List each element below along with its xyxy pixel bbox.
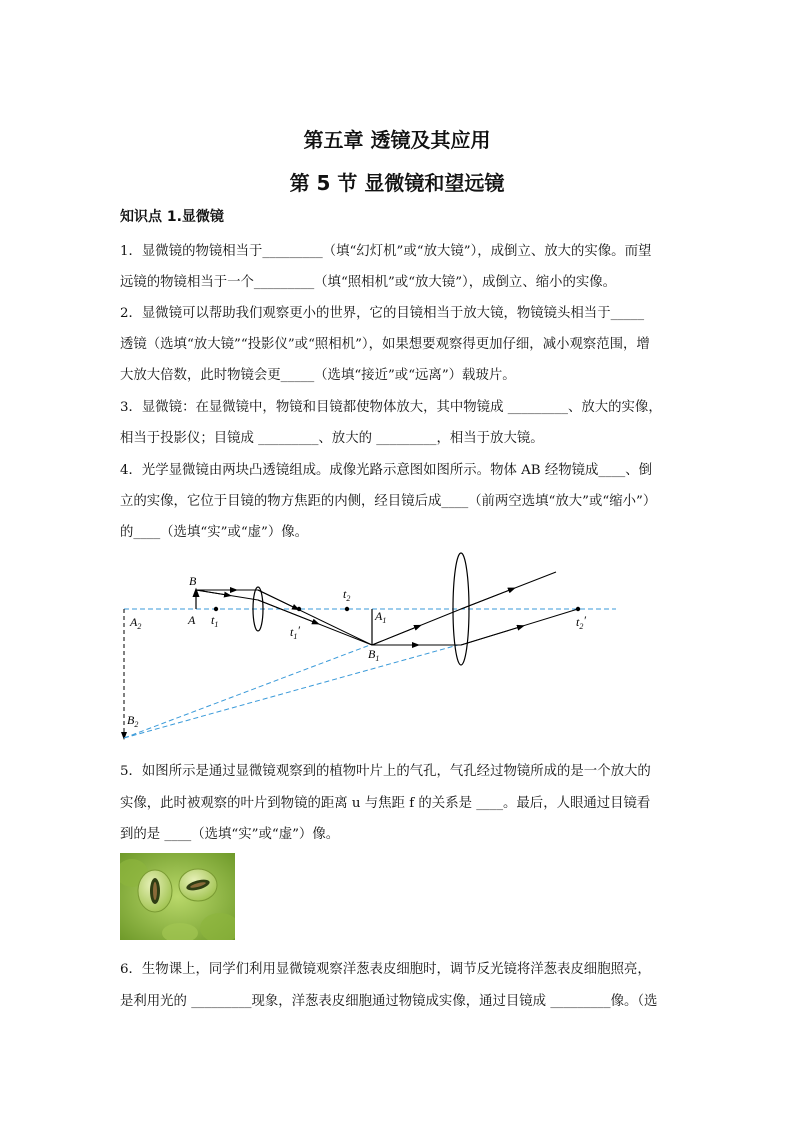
focus-t1	[214, 607, 218, 611]
knowledge-point-heading: 知识点 1.显微镜	[120, 209, 224, 225]
question-1-line-2: 远镜的物镜相当于一个_________（填“照相机”或“放大镜”），成倒立、缩小的实像。	[120, 275, 617, 290]
virtual-ray-2	[124, 645, 458, 738]
label-t2: $t_2$	[343, 587, 351, 603]
question-2-line-2: 透镜（选填“放大镜”“投影仪”或“照相机”），如果想要观察得更加仔细，减小观察范围，增	[120, 337, 650, 352]
label-b2: $B_2$	[127, 713, 139, 729]
focus-t2	[345, 607, 349, 611]
question-4-line-3: 的____（选填“实”或“虚”）像。	[120, 525, 309, 540]
label-t1: $t_1$	[211, 613, 219, 629]
question-2-line-3: 大放大倍数，此时物镜会更_____（选填“接近”或“远离”）载玻片。	[120, 368, 516, 383]
chapter-title: 第五章 透镜及其应用	[303, 128, 491, 152]
label-b: B	[189, 574, 197, 588]
question-5-line-3: 到的是 ____（选填“实”或“虚”）像。	[120, 827, 340, 842]
virtual-ray-1	[124, 645, 370, 738]
question-6-line-2: 是利用光的 _________现象，洋葱表皮细胞通过物镜成实像，通过目镜成 _________像。（选	[120, 994, 658, 1009]
question-5-line-1: 5．如图所示是通过显微镜观察到的植物叶片上的气孔，气孔经过物镜所成的是一个放大的	[120, 764, 651, 779]
question-1-line-1: 1．显微镜的物镜相当于_________（填“幻灯机”或“放大镜”），成倒立、放大的实像。而望	[120, 244, 652, 259]
label-a1: $A_1$	[375, 609, 387, 625]
label-b1: $B_1$	[368, 647, 380, 663]
microscope-ray-diagram	[118, 552, 618, 747]
label-t2-prime: $t_2'$	[576, 613, 586, 631]
question-4-line-1: 4．光学显微镜由两块凸透镜组成。成像光路示意图如图所示。物体 AB 经物镜成____、倒	[120, 463, 652, 478]
question-3-line-2: 相当于投影仪；目镜成 _________、放大的 _________，相当于放大镜。	[120, 431, 544, 446]
section-title: 第 5 节 显微镜和望远镜	[289, 171, 505, 195]
label-a: A	[188, 613, 196, 627]
focus-t1-prime	[297, 607, 301, 611]
question-2-line-1: 2．显微镜可以帮助我们观察更小的世界，它的目镜相当于放大镜，物镜镜头相当于_____	[120, 306, 645, 321]
question-3-line-1: 3．显微镜：在显微镜中，物镜和目镜都使物体放大，其中物镜成 _________、放大的实像，	[120, 400, 662, 415]
question-4-line-2: 立的实像，它位于目镜的物方焦距的内侧，经目镜后成____（前两空选填“放大”或“缩小”）	[120, 494, 657, 509]
focus-t2-prime	[576, 607, 580, 611]
question-5-line-2: 实像，此时被观察的叶片到物镜的距离 u 与焦距 f 的关系是 ____。最后，人眼通过目镜看	[120, 796, 651, 811]
question-6-line-1: 6．生物课上，同学们利用显微镜观察洋葱表皮细胞时，调节反光镜将洋葱表皮细胞照亮，	[120, 962, 651, 977]
label-a2: $A_2$	[130, 615, 142, 631]
leaf-stomata-photo	[120, 853, 235, 940]
label-t1-prime: $t_1'$	[290, 623, 300, 641]
